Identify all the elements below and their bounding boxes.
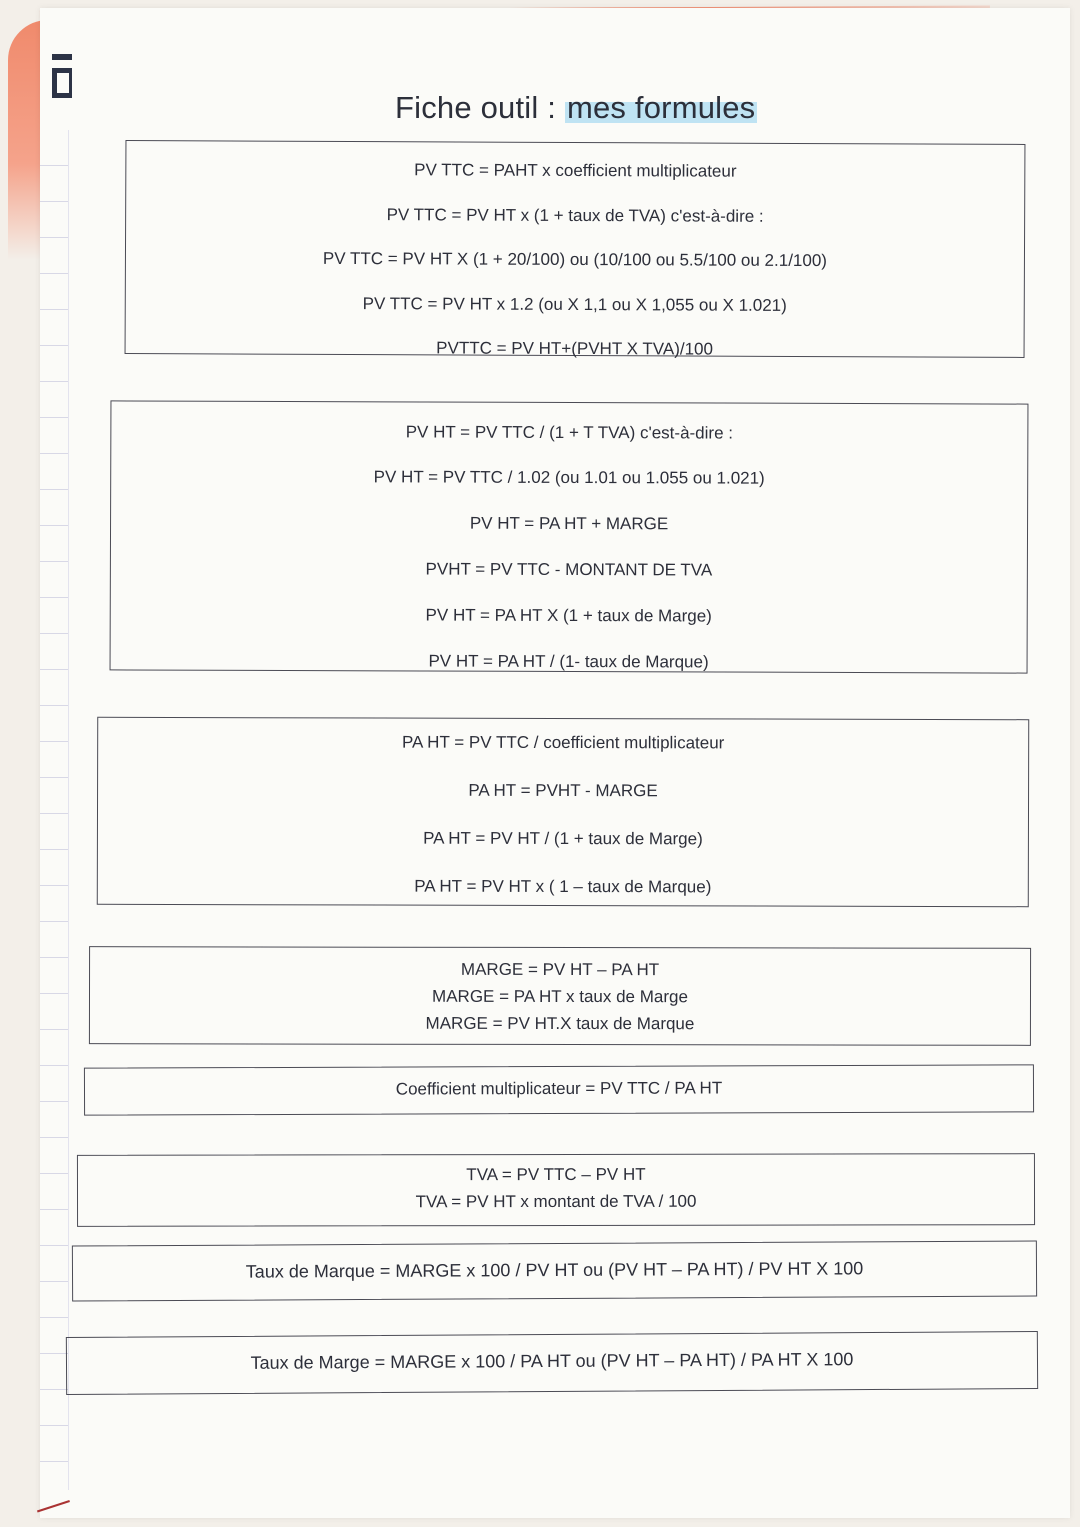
formula-line: Taux de Marge = MARGE x 100 / PA HT ou (PV HT – PA HT) / PA HT X 100 bbox=[250, 1349, 854, 1373]
formula-box-pv-ht bbox=[110, 400, 1029, 673]
formula-line: PV TTC = PAHT x coefficient multiplicateur bbox=[414, 160, 737, 181]
formula-box-pa-ht bbox=[97, 717, 1029, 907]
formula-line: MARGE = PV HT – PA HT bbox=[460, 959, 660, 980]
formula-line: PV HT = PA HT + MARGE bbox=[469, 513, 669, 534]
formula-box-taux-de-marque bbox=[72, 1240, 1037, 1301]
formula-line: PV HT = PV TTC / (1 + T TVA) c'est-à-dire : bbox=[405, 422, 734, 443]
formula-line: PA HT = PV TTC / coefficient multiplicateur bbox=[401, 732, 725, 753]
page-title bbox=[395, 90, 757, 126]
title-highlight: mes formules bbox=[566, 90, 756, 125]
formula-line: PV TTC = PV HT x 1.2 (ou X 1,1 ou X 1,055 ou X 1.021) bbox=[362, 294, 787, 315]
publisher-logo-icon bbox=[52, 54, 74, 102]
formula-line: PA HT = PV HT / (1 + taux de Marge) bbox=[423, 828, 703, 849]
formula-line: PV HT = PA HT / (1- taux de Marque) bbox=[428, 651, 709, 672]
formula-box-tva bbox=[77, 1153, 1035, 1227]
formula-line: MARGE = PA HT x taux de Marge bbox=[432, 986, 688, 1007]
formula-line: PVHT = PV TTC - MONTANT DE TVA bbox=[425, 559, 713, 580]
formula-line: PA HT = PVHT - MARGE bbox=[468, 780, 658, 801]
formula-line: TVA = PV HT x montant de TVA / 100 bbox=[415, 1191, 697, 1212]
formula-box-taux-de-marge bbox=[66, 1331, 1038, 1395]
formula-line: PV TTC = PV HT X (1 + 20/100) ou (10/100 ou 5.5/100 ou 2.1/100) bbox=[322, 248, 828, 271]
formula-line: PVTTC = PV HT+(PVHT X TVA)/100 bbox=[436, 338, 714, 359]
formula-line: PV HT = PV TTC / 1.02 (ou 1.01 ou 1.055 ou 1.021) bbox=[373, 467, 765, 488]
formula-box-coefficient bbox=[84, 1064, 1034, 1115]
formula-line: PA HT = PV HT x ( 1 – taux de Marque) bbox=[414, 876, 712, 897]
formula-box-pv-ttc bbox=[125, 140, 1026, 358]
title-prefix: Fiche outil : bbox=[395, 90, 565, 125]
formula-line: MARGE = PV HT.X taux de Marque bbox=[425, 1013, 695, 1034]
formula-box-marge bbox=[89, 946, 1031, 1046]
formula-line: PV TTC = PV HT x (1 + taux de TVA) c'est-à-dire : bbox=[386, 205, 764, 226]
formula-line: Taux de Marque = MARGE x 100 / PV HT ou (PV HT – PA HT) / PV HT X 100 bbox=[245, 1258, 864, 1282]
formula-line: TVA = PV TTC – PV HT bbox=[466, 1164, 646, 1185]
formula-line: PV HT = PA HT X (1 + taux de Marge) bbox=[425, 605, 712, 626]
margin-ruling bbox=[40, 130, 69, 1490]
formula-line: Coefficient multiplicateur = PV TTC / PA HT bbox=[395, 1078, 723, 1099]
